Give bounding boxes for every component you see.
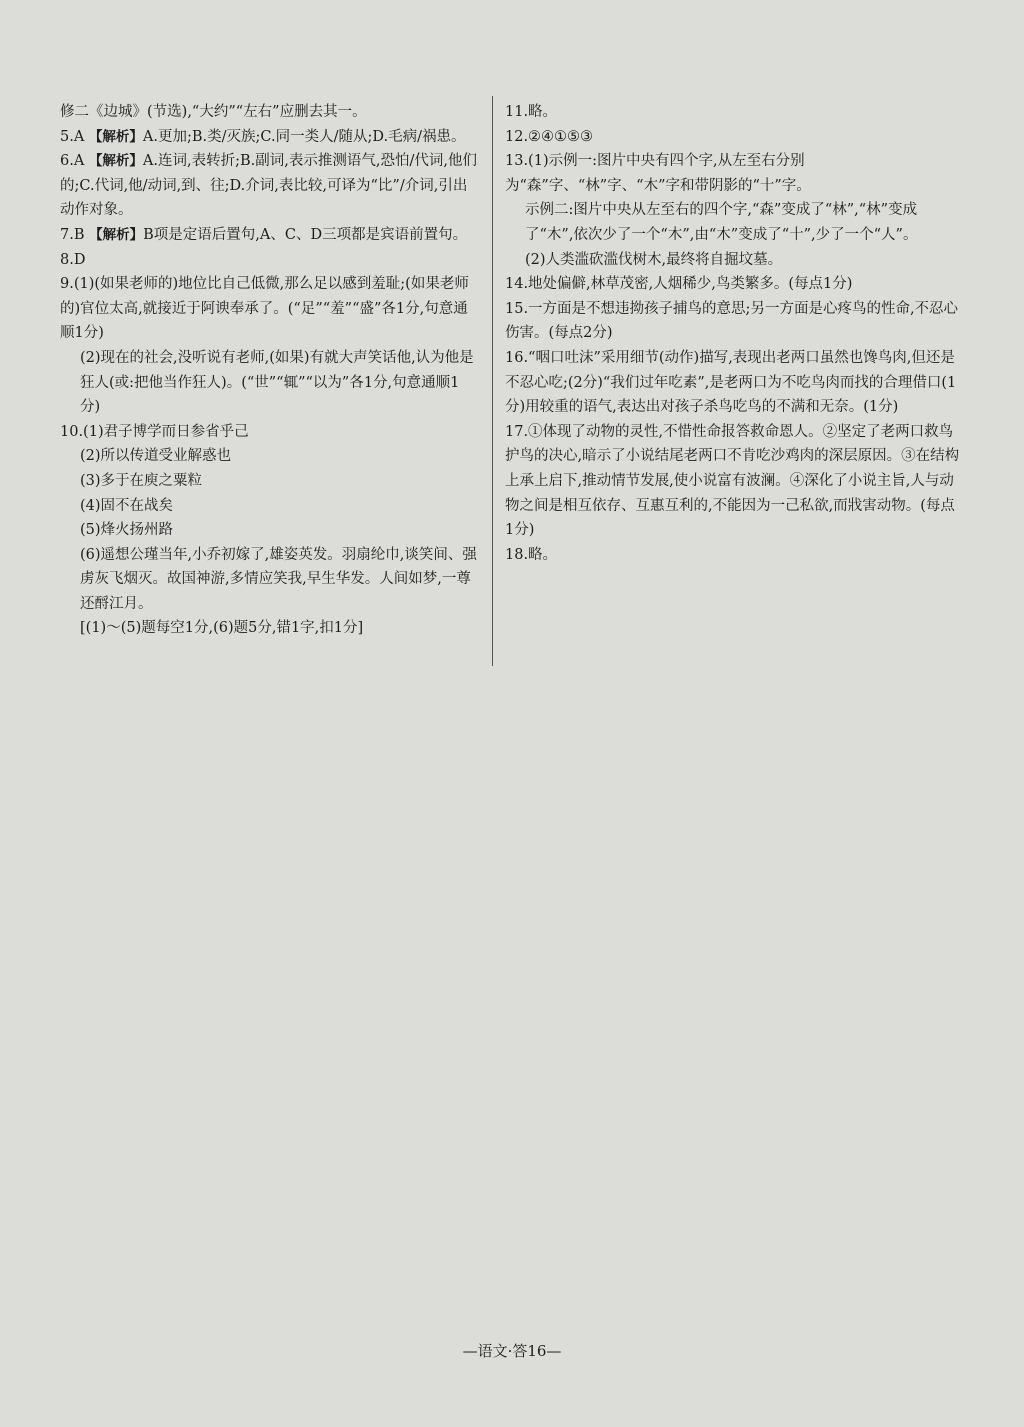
right-item-14: 14.地处偏僻,林草茂密,人烟稀少,鸟类繁多。(每点1分): [505, 276, 853, 293]
left-item-9-2: (2)现在的社会,没听说有老师,(如果)有就大声笑话他,认为他是狂人(或:把他当作狂人)。(“世”“辄”“以为”各1分,句意通顺1分): [80, 349, 474, 416]
right-column: [505, 100, 960, 567]
left-item-10-3: (3)多于在庾之粟粒: [80, 472, 203, 489]
column-divider: [492, 96, 493, 666]
right-item-11: 11.略。: [505, 104, 558, 120]
left-item-0: 修二《边城》(节选),“大约”“左右”应删去其一。: [60, 104, 367, 120]
left-item-10-2: (2)所以传道受业解惑也: [80, 448, 232, 465]
analysis-tag: 【解析】: [88, 128, 143, 145]
left-item-8: 8.D: [60, 251, 86, 268]
left-item-5: 5.A 【解析】A.更加;B.类/灭族;C.同一类人/随从;D.毛病/祸患。: [60, 128, 466, 145]
left-item-7: 7.B 【解析】B项是定语后置句,A、C、D三项都是宾语前置句。: [60, 226, 468, 243]
right-item-13-2: (2)人类滥砍滥伐树木,最终将自掘坟墓。: [525, 251, 783, 268]
left-item-10-6: (6)遥想公瑾当年,小乔初嫁了,雄姿英发。羽扇纶巾,谈笑间、强虏灰飞烟灭。故国神游,多情应笑我,早生华发。人间如梦,一尊还酹江月。: [80, 546, 477, 612]
left-item-10-5: (5)烽火扬州路: [80, 522, 174, 539]
left-item-9-1: 9.(1)(如果老师的)地位比自己低微,那么足以感到羞耻;(如果老师的)官位太高,就接近于阿谀奉承了。(“足”“羞”“盛”各1分,句意通顺1分): [60, 276, 469, 342]
right-item-12: 12.②④①⑤③: [505, 128, 594, 145]
left-column: [60, 100, 478, 641]
bleed-through-text: [140, 700, 470, 1260]
left-item-10-1: 10.(1)君子博学而日参省乎己: [60, 423, 249, 440]
right-item-17: 17.①体现了动物的灵性,不惜性命报答救命恩人。②坚定了老两口救鸟护鸟的决心,暗示了小说结尾老两口不肯吃沙鸡肉的深层原因。③在结构上承上启下,推动情节发展,使小说富有波澜。④深化了小说主旨,人与动物之间是相互依存、互惠互利的,不能因为一己私欲,而戕害动物。(每点1分): [505, 423, 960, 539]
analysis-tag: 【解析】: [89, 226, 144, 243]
right-item-18: 18.略。: [505, 546, 558, 563]
left-item-10-scoring: [(1)～(5)题每空1分,(6)题5分,错1字,扣1分]: [80, 620, 364, 637]
right-item-16: 16.“咽口吐沫”采用细节(动作)描写,表现出老两口虽然也馋鸟肉,但还是不忍心吃;(2分)“我们过年吃素”,是老两口为不吃鸟肉而找的合理借口(1分)用较重的语气,表达出对孩子杀鸟吃鸟的不满和无奈。(1分): [505, 349, 957, 416]
page-footer: —语文·答16—: [462, 1342, 562, 1360]
left-item-10-4: (4)固不在战矣: [80, 497, 174, 514]
right-item-15: 15.一方面是不想违拗孩子捕鸟的意思;另一方面是心疼鸟的性命,不忍心伤害。(每点2分): [505, 300, 959, 342]
left-item-6: 6.A 【解析】A.连词,表转折;B.副词,表示推测语气,恐怕/代词,他们的;C.代词,他/动词,到、往;D.介词,表比较,可译为“比”/介词,引出动作对象。: [60, 153, 477, 219]
analysis-tag: 【解析】: [88, 153, 143, 170]
right-item-13-1: 13.(1)示例一:图片中央有四个字,从左至右分别为“森”字、“林”字、“木”字和带阴影的“十”字。: [505, 153, 811, 194]
right-item-13-example2: 示例二:图片中央从左至右的四个字,“森”变成了“林”,“林”变成了“木”,依次少了一个“木”,由“木”变成了“十”,少了一个“人”。: [525, 202, 918, 243]
